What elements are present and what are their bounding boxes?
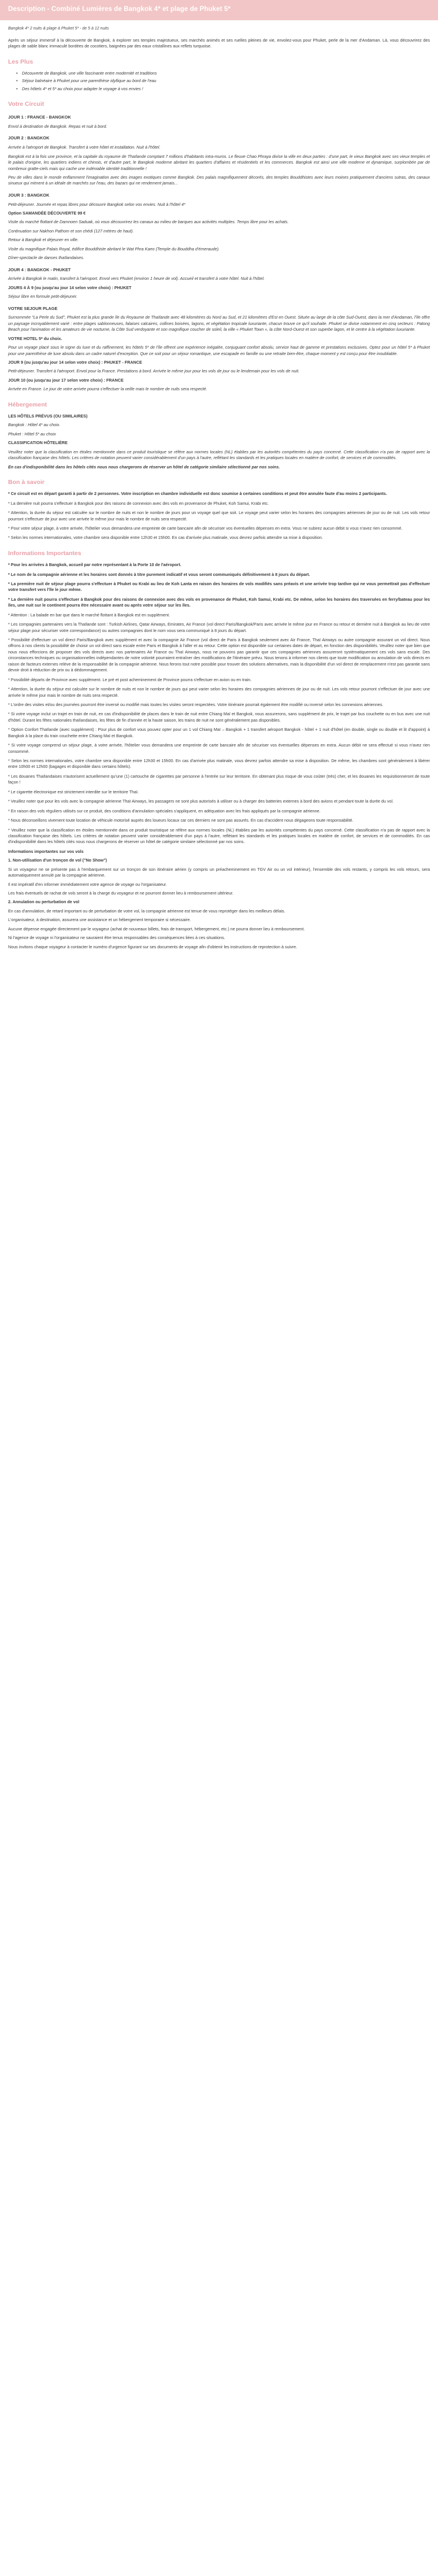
list-item: • Séjour balnéaire à Phuket pour une parenthèse idyllique au bord de l'eau [17, 78, 430, 84]
info-item: * Selon les normes internationales, votre chambre sera disponible entre 12h30 et 15h00. En cas d'arrivée plus matinale, vous devrez parfois attendre sa mise à disposition. De même, les chambres sont généralement à libérer entre 10h00 et 12h00 (bagages et disponible dans certains hôtels). [8, 758, 430, 770]
hotel-title: VOTRE HOTEL 5* du choix. [8, 335, 62, 341]
page-header [0, 0, 438, 20]
option-extra: Dîner-spectacle de danses thaïlandaises. [8, 255, 84, 261]
section-title-circuit: Votre Circuit [8, 101, 44, 108]
formalites-item: Ni l'agence de voyage ni l'organisateur ne sauraient être tenus responsables des conséquences liées à ces situations. [8, 935, 225, 941]
day-text: Bangkok est à la fois une province, et la capitale du royaume de Thaïlande comptant 7 millions d'habitants intra-muros. Le fleuve Chao Phraya divise la ville en deux parties : d'une part, le vieux Bangkok avec ses vieux temples et le palais d'origine, les quartiers indiens et chinois, et d'autre part, le Bangkok moderne abritant les quartiers d'affaires et résidentiels et les commerces. Bangkok est ainsi une ville moderne et dynamique, surplombée par de nombreux gratte-ciels mais qui cache une indéniable identité traditionnelle ! [8, 153, 430, 171]
note-item: * Ce circuit est en départ garanti à partir de 2 personnes. Votre inscription en chambre individuelle est donc soumise à certaines conditions et peut être annulée faute d'au moins 2 participants. [8, 491, 387, 497]
formalites-item: 1. Non-utilisation d'un tronçon de vol ("No Show") [8, 858, 107, 863]
beach-stay-title: VOTRE SEJOUR PLAGE [8, 305, 58, 311]
day-3-block [8, 193, 430, 261]
day-4-block [8, 267, 430, 300]
arrival-day-text: Arrivée en France. Le jour de votre arrivée pourra s'effectuer la veille mais le nombre de nuits sera respecté. [8, 386, 207, 392]
list-item: • Des hôtels 4* et 5* au choix pour adapter le voyage à vos envies ! [17, 86, 430, 92]
stay-note-detail: Séjour libre en formule petit-déjeuner. [8, 294, 77, 300]
section-title-bon-a-savoir: Bon à savoir [8, 479, 45, 486]
formalites-item: En cas d'annulation, de retard important ou de perturbation de votre vol, la compagnie aérienne est tenue de vous reprotéger dans les meilleurs délais. [8, 908, 285, 914]
day-title: JOUR 2 : BANGKOK [8, 135, 50, 141]
beach-stay-text: Surnommée "La Perle du Sud", Phuket est la plus grande île du Royaume de Thaïlande avec 48 kilomètres du Nord au Sud, et 21 kilomètres d'Est en Ouest. Située au large de la côte Sud-Ouest, dans la mer d'Andaman, l'île offre un paysage incroyablement varié : entre plages sablonneuses, falaises calcaires, collines boisées, lagons, et végétation tropicale luxuriante, chacun trouve ce qu'il souhaite. Phuket se divise notamment en cinq secteurs : Patong Beach pour l'animation et les amateurs de vie nocturne, la Côte Sud verdoyante et son magnifique coucher de soleil, la ville « Phuket Town », la côte Nord-Ouest et son superbe lagon, et le centre à la végétation luxuriante. [8, 315, 430, 332]
formalites-item: Si un voyageur ne se présente pas à l'embarquement sur un tronçon de son itinéraire aérien (y compris un préacheminement en TGV Air ou un vol intérieur), l'ensemble des vols restants, y compris les vols retours, sera automatiquement annulé par la compagnie aérienne. [8, 866, 430, 878]
info-item: * Les compagnies partenaires vers la Thaïlande sont : Turkish Airlines, Qatar Airways, Emirates, Air France (vol direct Paris/Bangkok/Paris avec arrivée le même jour en France ou retour et dernière nuit à Bangkok au lieu de votre séjour plage pour sécuriser votre correspondance) ou autres compagnies dont le nom vous sera communiqué à 8 jours du départ. [8, 622, 430, 633]
formalites-item: Les frais éventuels de rachat de vols seront à la charge du voyageur et ne pourront donner lieu à remboursement ultérieur. [8, 890, 233, 896]
informations-block [8, 562, 430, 845]
intro-block [8, 38, 430, 50]
info-item: * La dernière nuit pourra s'effectuer à Bangkok pour des raisons de connexion avec des vols en provenance de Phuket, Koh Samui, Krabi etc. De même, selon les horaires des traversées en ferry/bateau pour les îles, une nuit sur le continent pourra être nécessaire avant ou après votre séjour sur les îles. [8, 596, 430, 608]
formalites-item: 2. Annulation ou perturbation de vol [8, 899, 80, 905]
info-item: * Si votre voyage inclut un trajet en train de nuit, en cas d'indisponibilité de places dans le train de nuit entre Chiang Maï et Bangkok, nous assurerons, sans supplément de prix, le trajet par bus couchette ou en bus avec une nuit d'hôtel. Durant les fêtes nationales thaïlandaises, les fêtes de fin d'année et la haute saison, les trains de nuit ne sont généralement pas disponibles. [8, 711, 430, 723]
return-day-title: JOUR 9 (ou jusqu'au jour 14 selon votre choix) : PHUKET - FRANCE [8, 360, 142, 365]
formalites-item: Il est impératif d'en informer immédiatement votre agence de voyage ou l'organisateur. [8, 881, 167, 887]
stay-note: JOURS 4 À 9 (ou jusqu'au jour 14 selon votre choix) : PHUKET [8, 284, 132, 290]
formalites-title: Informations importantes sur vos vols [8, 848, 84, 854]
note-item: * Selon les normes internationales, votre chambre sera disponible entre 12h30 et 15h00. En cas d'arrivée plus matinale, vous devrez parfois attendre sa mise à disposition. [8, 535, 323, 541]
option-extra: Continuation sur Nakhon Pathom et son chédi (127 mètres de haut). [8, 228, 134, 234]
day-text: Peu de villes dans le monde enflamment l'imagination avec des images exotiques comme Bangkok. Des palais magnifiquement décorés, des temples Bouddhistes avec leurs moines pratiquement d'anciens sutras, des canaux sinueux qui mènent à un idéale de marchés sur l'eau, des bazars qui ne rendement jamais... [8, 174, 430, 186]
bon-a-savoir-block [8, 491, 430, 541]
section-title-plus: Les Plus [8, 58, 34, 65]
document-content [0, 20, 438, 951]
section-title-hebergement: Hébergement [8, 401, 47, 408]
classification-title: CLASSIFICATION HÔTELIÈRE [8, 440, 68, 446]
document-page [0, 0, 438, 964]
list-item: • Découverte de Bangkok, une ville fascinante entre modernité et traditions [17, 71, 430, 76]
day-2-block [8, 135, 430, 186]
day-text: Petit-déjeuner. Journée et repas libres pour découvrir Bangkok selon vos envies. Nuit à l'hôtel 4* [8, 201, 185, 207]
hebergement-block [8, 413, 430, 470]
hotels-lead: LES HÔTELS PRÉVUS (OU SIMILAIRES) [8, 413, 88, 419]
info-item: * Possibilité départs de Province avec supplément. Le pré et post acheminement de Province pourra s'effectuer en avion ou en train. [8, 677, 252, 682]
info-item: * La première nuit de séjour plage pourra s'effectuer à Phuket ou Krabi au lieu de Koh Lanta en raison des horaires de vols modifiés sans préavis et une arrivée trop tardive qui ne vous permettrait pas d'effectuer votre transfert vers l'île le jour même. [8, 581, 430, 593]
info-item: * Attention, la durée du séjour est calculée sur le nombre de nuits et non le nombre de jours qui peut varier selon les horaires des compagnies aériennes de jour ou de nuit. Les vols retour pourront s'effectuer de jour avec une arrivée le même jour mais le nombre de nuits sera respecté. [8, 686, 430, 698]
day-title: JOUR 4 : BANGKOK - PHUKET [8, 267, 71, 272]
note-item: * Attention, la durée du séjour est calculée sur le nombre de nuits et non le nombre de jours pour un voyage quel que soit. Le voyage peut varier selon les horaires des compagnies aériennes de jour ou de nuit. Les vols retour pourront s'effectuer de jour avec une arrivée le même jour mais le nombre de nuits sera respecté. [8, 510, 430, 522]
formalites-block [8, 849, 430, 950]
info-item: * Veuillez noter que la classification en étoiles mentionnée dans ce produit touristique se réfère aux normes locales (NL) établies par les autorités compétentes du pays concerné. Cette classification n'a pas de rapport avec la classification française des hôtels. Les critères de notation peuvent varier considérablement d'un pays à l'autre, reflétant les standards et les pratiques locales en matière de confort, de services et de commodités. En cas d'indisponibilité dans les hôtels cités nous nous chargerons de réserver un hôtel de catégorie similaire sélectionné par nos soins. [8, 827, 430, 845]
info-item: * Nous déconseillons vivement toute location de véhicule motorisé auprès des loueurs locaux car ces derniers ne sont pas assurés. En cas d'accident nous dégageons toute responsabilité. [8, 818, 354, 823]
note-item: * Pour votre séjour plage, à votre arrivée, l'hôtelier vous demandera une empreinte de carte bancaire afin de sécuriser vos éventuelles dépenses en extra. Vous ne subirez aucun débit si vous n'avez rien consommé. [8, 526, 403, 531]
page-subtitle: Bangkok 4* 2 nuits & plage à Phuket 5* - de 5 à 12 nuits [8, 26, 109, 31]
formalites-item: Nous invitons chaque voyageur à contacter le numéro d'urgence figurant sur ses documents de voyage afin d'obtenir les instructions de reprotection à suivre. [8, 944, 298, 949]
hotel-line: Phuket : Hôtel 5* au choix [8, 431, 56, 437]
info-item: * Le nom de la compagnie aérienne et les horaires sont donnés à titre purement indicatif et vous seront communiqués définitivement à 8 jours du départ. [8, 571, 310, 577]
hotel-line: Bangkok : Hôtel 4* au choix. [8, 422, 61, 428]
info-item: * Le cigarette électronique est strictement interdite sur le territoire Thaï. [8, 789, 139, 794]
day-title: JOUR 3 : BANGKOK [8, 192, 50, 198]
day-text: Arrivée à Bangkok le matin, transfert à l'aéroport. Envol vers Phuket (environ 1 heure de vol). Accueil et transfert à votre hôtel. Nuit à l'hôtel. [8, 276, 265, 282]
option-extra: Retour à Bangkok et déjeuner en ville. [8, 237, 79, 243]
day-1-block [8, 114, 430, 130]
formalites-item: L'organisateur, à destination, assurera une assistance et un hébergement temporaire si nécessaire. [8, 917, 191, 923]
day-text: Envol à destination de Bangkok. Repas et nuit à bord. [8, 124, 107, 130]
hotel-text: Pour un voyage placé sous le signe du luxe et du raffinement, les hôtels 5* de l'île offrent une expérience inégalée, conjuguant confort absolu, service haut de gamme et prestations exclusives. Optez pour un hôtel 5* à Phuket pour une parenthèse de luxe absolu dans un cadre naturel d'exception. Que ce soit pour un séjour romantique, une escapade en famille ou une retraite bien-être, chaque moment y est conçu pour être inoubliable. [8, 345, 430, 356]
classification-text: Veuillez noter que la classification en étoiles mentionnée dans ce produit touristique se réfère aux normes locales (NL) établies par les autorités compétentes du pays concerné. Cette classification n'a pas de rapport avec la classification française des hôtels. Les critères de notation peuvent varier considérablement d'un pays à l'autre, reflétant les standards et les pratiques locales en matière de confort, de services et de commodités. [8, 449, 430, 461]
info-item: * Veuillez noter que pour les vols avec la compagnie aérienne Thaï Airways, les passagers ne sont plus autorisés à utiliser ou à charger des batteries externes à bord des avions et pendant toute la durée du vol. [8, 799, 394, 804]
info-item: * Pour les arrivées à Bangkok, accueil par notre représentant à la Porte 10 de l'aéroport. [8, 562, 181, 568]
intro-paragraph: Après un séjour immersif à la découverte de Bangkok, à explorer ses temples majestueux, ses marchés animés et ses ruelles pleines de vie, envolez-vous pour Phuket, perle de la mer d'Andaman. Là, vous découvrirez des plages de sable blanc immaculé bordées de cocotiers, baignées par des eaux cristallines aux reflets turquoise. [8, 37, 430, 49]
day-title: JOUR 1 : FRANCE - BANGKOK [8, 114, 71, 120]
plus-list [8, 71, 430, 92]
classification-note: En cas d'indisponibilité dans les hôtels cités nous nous chargerons de réserver un hôtel de catégorie similaire sélectionné par nos soins. [8, 464, 280, 470]
info-item: * Option Confort Thaïlande (avec supplément) : Pour plus de confort vous pouvez opter pour un 1 vol Chiang Maï – Bangkok + 1 transfert aéroport Bangkok - hôtel + 1 nuit d'hôtel (en double, single ou double et lit d'appoint) à Bangkok à la place du train couchette entre Chiang Maï et Bangkok. [8, 727, 430, 738]
info-item: * Les douanes Thaïlandaises n'autorisent actuellement qu'une (1) cartouche de cigarettes par personne à l'entrée sur leur territoire. En obtenant plus risque de vous coûter (très) cher, et les douanes les requisitionneront de toute façon ! [8, 773, 430, 785]
return-day-text: Petit-déjeuner. Transfert à l'aéroport. Envol pour la France. Prestations à bord. Arrivée le même jour pour les vols de jour ou le lendemain pour les vols de nuit. [8, 368, 300, 374]
beach-stay-block [8, 306, 430, 393]
note-item: * La dernière nuit pourra s'effectuer à Bangkok pour des raisons de connexion avec des vols en provenance de Phuket, Koh Samui, Krabi etc. [8, 500, 269, 506]
info-item: * Si votre voyage comprend un séjour plage, à votre arrivée, l'hôtelier vous demandera une empreinte de carte bancaire afin de sécuriser vos éventuelles dépenses en extra. Aucun débit ne sera effectué si vous n'avez rien consommé. [8, 742, 430, 754]
option-body: Visite du marché flottant de Damnoen Saduak, où vous découvrirez les canaux au milieu de barques aux activités multiples. Temps libre pour les achats. [8, 219, 289, 225]
info-item: * L'ordre des visites et/ou des journées pourront être inversé ou modifié mais toutes les visites seront respectées. Votre itinéraire pourrait également être modifié ou inversé selon les connexions aériennes. [8, 701, 384, 707]
section-title-informations: Informations Importantes [8, 549, 81, 557]
option-title: Option SAMANDÉE DÉCOUVERTE 99 € [8, 210, 86, 216]
page-title: Description - Combiné Lumières de Bangkok 4* et plage de Phuket 5* [8, 6, 231, 13]
info-item: * Possibilité d'effectuer un vol direct Paris/Bangkok avec supplément et avec la compagnie Air France (vol direct de Paris à Bangkok seulement avec Air France, Thaï Airways ou autre compagnie assurant un vol direct. Nous offrons à nos clients la possibilité de choisir un vol direct sans escale entre Paris et Bangkok à l'aller et au retour. Cette option est disponible sur certaines dates de départ, en fonction des disponibilités. Veuillez noter que bien que nous nous efforcions de proposer des vols directs avec nos partenaires Air France ou Thaï Airways, nous ne pouvons pas garantir que ces compagnies aériennes assureront systématiquement ces vols sans escale. Des circonstances techniques ou organisationnelles indépendantes de notre volonté pourraient entraîner des modifications de l'itinéraire prévu. Nous tenons à informer nos clients que toute modification ou annulation de vols directs en raison de facteurs externes relève de la responsabilité de la compagnie aérienne. Nous ferons tout notre possible pour trouver des solutions alternatives, mais la disponibilité d'un vol direct de remplacement n'est pas garantie sans devoir droit à réduction de prix ou à dédommagement. [8, 637, 430, 673]
day-text: Arrivée à l'aéroport de Bangkok. Transfert à votre hôtel et installation. Nuit à l'hôtel. [8, 145, 161, 150]
info-item: * Attention : La balade en bar que dans le marché flottant à Bangkok est en supplément. [8, 612, 170, 618]
info-item: * En raison des vols réguliers utilisés sur ce produit, des conditions d'annulation spéciales s'appliquent, en adéquation avec les frais appliqués par la compagnie aérienne. [8, 808, 321, 814]
arrival-day-title: JOUR 10 (ou jusqu'au jour 17 selon votre choix) : FRANCE [8, 377, 124, 383]
formalites-item: Aucune dépense engagée directement par le voyageur (achat de nouveaux billets, frais de transport, hébergement, etc.) ne pourra donner lieu à remboursement. [8, 926, 305, 932]
option-extra: Visite du magnifique Palais Royal, édifice Bouddhiste abritant le Wat Phra Kaeo (Temple du Bouddha d'émeraude). [8, 246, 220, 252]
